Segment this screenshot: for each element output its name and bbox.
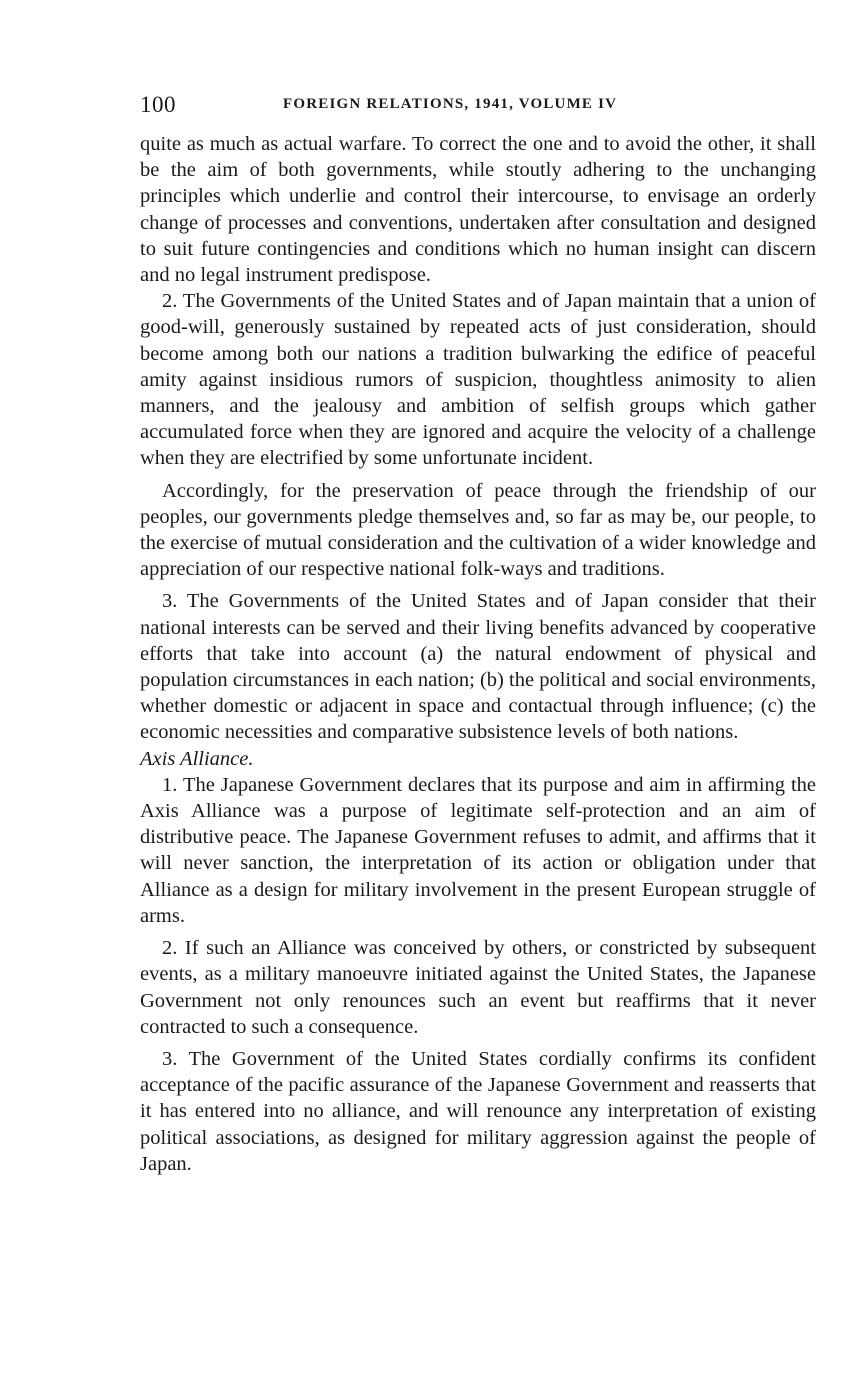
paragraph-accordingly: Accordingly, for the preservation of peace through the friendship of our peoples, our governments pledge themselves and, so far as may be, our people, to the exercise of mutual consideration and the cultivation of a wider knowledge and appreciation of our respective national folk-ways and traditions.	[140, 479, 816, 581]
page-number: 100	[140, 92, 176, 117]
running-header	[140, 92, 816, 122]
running-title: FOREIGN RELATIONS, 1941, VOLUME IV	[283, 96, 618, 112]
section-heading-axis-alliance: Axis Alliance.	[140, 747, 254, 770]
body-text	[140, 131, 816, 1177]
paragraph-item-3: 3. The Governments of the United States and of Japan consider that their national interests can be served and their living benefits advanced by cooperative efforts that take into account (a) the natural endowment of physical and population circumstances in each nation; (b) the political and social environments, whether domestic or adjacent in space and contactual through influence; (c) the economic necessities and comparative subsistence levels of both nations.	[140, 590, 816, 744]
paragraph-item-2: 2. The Governments of the United States and of Japan maintain that a union of good-will, generously sustained by repeated acts of just consideration, should become among both our nations a tradition bulwarking the edifice of peaceful amity against insidious rumors of suspicion, thoughtless animosity to alien manners, and the jealousy and ambition of selfish groups which gather accumulated force when they are ignored and acquire the velocity of a challenge when they are electrified by some unfortunate incident.	[140, 290, 816, 470]
paragraph-axis-item-3: 3. The Government of the United States cordially confirms its confident acceptance of the pacific assurance of the Japanese Government and reasserts that it has entered into no alliance, and will renounce any interpretation of existing political associations, as designed for military aggression against the people of Japan.	[140, 1047, 816, 1175]
paragraph-axis-item-1: 1. The Japanese Government declares that its purpose and aim in affirming the Axis Alliance was a purpose of legitimate self-protection and an aim of distributive peace. The Japanese Government refuses to admit, and affirms that it will never sanction, the interpretation of its action or obligation under that Alliance as a design for military involvement in the present European struggle of arms.	[140, 773, 816, 927]
paragraph-continuation: quite as much as actual warfare. To correct the one and to avoid the other, it shall be the aim of both governments, while stoutly adhering to the unchanging principles which underlie and control their intercourse, to envisage an orderly change of processes and conventions, undertaken after consultation and designed to suit future contingencies and conditions which no human insight can discern and no legal instrument predispose.	[140, 133, 816, 287]
paragraph-axis-item-2: 2. If such an Alliance was conceived by others, or constricted by subsequent events, as a military manoeuvre initiated against the United States, the Japanese Government not only renounces such an event but reaffirms that it never contracted to such a consequence.	[140, 937, 816, 1038]
